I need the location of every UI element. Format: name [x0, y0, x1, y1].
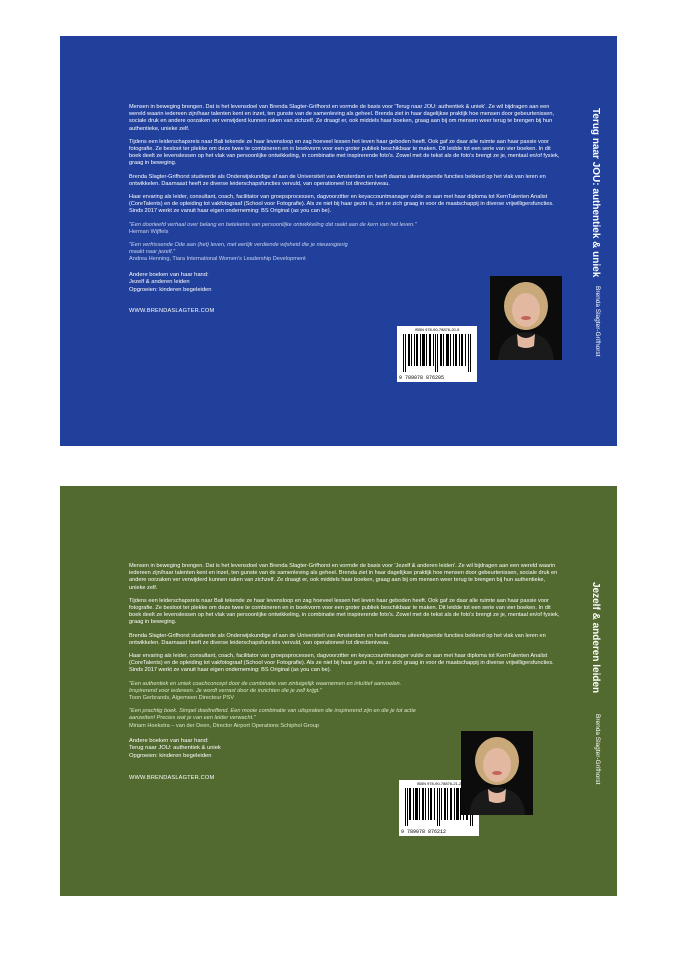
quote-author: Herman Wijffels — [129, 228, 169, 235]
spine-title: Terug naar JOU: authentiek & uniek — [590, 108, 601, 278]
quote-text: "Een prachtig boek. Simpel doeltreffend. Een mooie combinatie van uitspraken die inspirerend zijn en die je tot actie aanzetten! Precies wat je van een leider verwacht." — [129, 708, 416, 722]
barcode — [397, 326, 477, 382]
paragraph: Mensen in beweging brengen. Dat is het levensdoel van Brenda Slagter-Grifhorst en vormde de basis voor 'Jezelf & anderen leiden'. Ze wil bijdragen aan een wereld waarin iedereen zijn/haar talenten kent en inzet, ten gunste van de samenleving als geheel. Brenda ziet in haar dagelijkse praktijk hoe mensen door gebeurtenissen, sociale druk en andere oorzaken ver verwijderd kunnen raken van zichzelf. Ze draagt er, ook middels haar boeken, graag aan bij om mensen weer terug te brengen bij hun authentieke, unieke zelf. — [129, 563, 558, 591]
paragraph: Tijdens een leiderschapsreis naar Bali tekende ze haar levensloop en zag hoeveel lessen het leven haar geboden heeft. Ook gaf ze daar alle ruimte aan haar passie voor fotografie. Ze besloot ter plekke om deze twee te combineren en in boekvorm voor een groter publiek beschikbaar te maken. Dit leidde tot een serie van vier boeken. In dit boek deelt ze levenslessen op het vlak van persoonlijke ontwikkeling, in combinatie met inspirerende foto's. Zowel met de tekst als de foto's brengt ze je, mentaal en/of fysiek, graag in beweging. — [129, 597, 560, 626]
quote-author: Toon Gerbrands, Algemeen Directeur PSV — [129, 695, 235, 702]
spine — [587, 36, 603, 446]
isbn-number: ISBN 978-90-78876-20-5 — [414, 327, 460, 332]
spine-title: Jezelf & anderen leiden — [590, 582, 601, 694]
paragraph: Brenda Slagter-Grifhorst studeerde als Onderwijskundige af aan de Universiteit van Amsterdam en heeft daarna uiteenlopende functies bekleed op het vlak van leren en ontwikkelen. Daarnaast heeft ze diverse leiderschapsfuncties vervuld, van operationeel tot directieniveau. — [129, 632, 546, 646]
barcode-icon — [403, 334, 471, 372]
other-book-title: Jezelf & anderen leiden — [129, 279, 190, 286]
spine-author: Brenda Slagter-Grifhorst — [594, 286, 601, 357]
author-photo — [461, 731, 533, 815]
portrait-icon — [461, 731, 533, 815]
isbn-number: ISBN 978-90-78876-21-2 — [416, 781, 462, 786]
other-book-title: Opgroeien: kinderen begeleiden — [129, 753, 212, 760]
quote-author: Andrea Henning, Tiara International Women's Leadership Development — [129, 256, 306, 263]
paragraph: Tijdens een leiderschapsreis naar Bali tekende ze haar levensloop en zag hoeveel lessen het leven haar geboden heeft. Ook gaf ze daar alle ruimte aan haar passie voor fotografie. Ze besloot ter plekke om deze twee te combineren en in boekvorm voor een groter publiek beschikbaar te maken. Dit leidde tot een serie van vier boeken. In dit boek deelt ze levenslessen op het vlak van persoonlijke ontwikkeling, in combinatie met inspirerende foto's. Zowel met de tekst als de foto's brengt ze je, mentaal en/of fysiek, graag in beweging. — [129, 138, 560, 167]
paragraph: Haar ervaring als leider, consultant, coach, facilitator van groepsprocessen, dagvoorzitter en keyaccountmanager vulde ze aan met haar diploma tot KernTalenten Analist (CoreTalents) en de opleiding tot vakfotograaf (School voor Fotografie). Als ze niet bij haar gezin is, zet ze zich graag in voor de maatschappij in diverse vrijwilligersfuncties. Sinds 2017 werkt ze vanuit haar eigen onderneming: BS Original (as you can be). — [129, 194, 554, 215]
paragraph: Mensen in beweging brengen. Dat is het levensdoel van Brenda Slagter-Grifhorst en vormde de basis voor 'Terug naar JOU: authentiek & uniek'. Ze wil bijdragen aan een wereld waarin iedereen zijn/haar talenten kent en inzet, ten gunste van de samenleving als geheel. Brenda ziet in haar dagelijkse praktijk hoe mensen door gebeurtenissen, sociale druk en andere oorzaken ver verwijderd kunnen raken van zichzelf. Ze draagt er, ook middels haar boeken, graag aan bij om mensen weer terug te brengen bij hun authentieke, unieke zelf. — [129, 104, 555, 132]
quote-author: Miriam Hoekstra – van der Deen, Director Airport Operations Schiphol Group — [129, 722, 319, 729]
portrait-icon — [490, 276, 562, 360]
website-link[interactable]: WWW.BRENDASLAGTER.COM — [129, 308, 215, 315]
author-photo — [490, 276, 562, 360]
quote-text: "Een doorleefd verhaal over belang en betekenis van persoonlijke ontwikkeling dat raakt aan de kern van het leven." — [129, 221, 417, 228]
other-book-title: Terug naar JOU: authentiek & uniek — [129, 745, 221, 752]
spine — [587, 486, 603, 896]
paragraph: Haar ervaring als leider, consultant, coach, facilitator van groepsprocessen, dagvoorzitter en keyaccountmanager vulde ze aan met haar diploma tot KernTalenten Analist (CoreTalents) en de opleiding tot vakfotograaf (School voor Fotografie). Als ze niet bij haar gezin is, zet ze zich graag in voor de maatschappij in diverse vrijwilligersfuncties. Sinds 2017 werkt ze vanuit haar eigen onderneming: BS Original (as you can be). — [129, 653, 554, 674]
spine-author: Brenda Slagter-Grifhorst — [594, 714, 601, 785]
other-book-title: Opgroeien: kinderen begeleiden — [129, 286, 212, 293]
ean-digits: 9 789078 876212 — [401, 829, 447, 835]
quote-text: "Een authentiek en uniek coachconcept door de combinatie van zintuigelijk waarnemen en intuïtief aanvoelen. Inspirerend voor iedereen. Je wordt verrast door de inzichten die je zelf krijgt." — [129, 680, 402, 694]
website-link[interactable]: WWW.BRENDASLAGTER.COM — [129, 774, 215, 781]
paragraph: Brenda Slagter-Grifhorst studeerde als Onderwijskundige af aan de Universiteit van Amsterdam en heeft daarna uiteenlopende functies bekleed op het vlak van leren en ontwikkelen. Daarnaast heeft ze diverse leiderschapsfuncties vervuld, van operationeel tot directieniveau. — [129, 173, 546, 187]
book-back-cover-blue — [60, 36, 617, 446]
other-books-heading: Andere boeken van haar hand: — [129, 271, 209, 278]
book-back-cover-green — [60, 486, 617, 896]
other-books-heading: Andere boeken van haar hand: — [129, 737, 209, 744]
quote-text: "Een verfrissende Ode aan (het) leven, met eerlijk verdiende wijsheid die je nieuwsgierig maakt naar jezelf." — [129, 242, 348, 256]
ean-digits: 9 789078 876205 — [399, 375, 445, 381]
